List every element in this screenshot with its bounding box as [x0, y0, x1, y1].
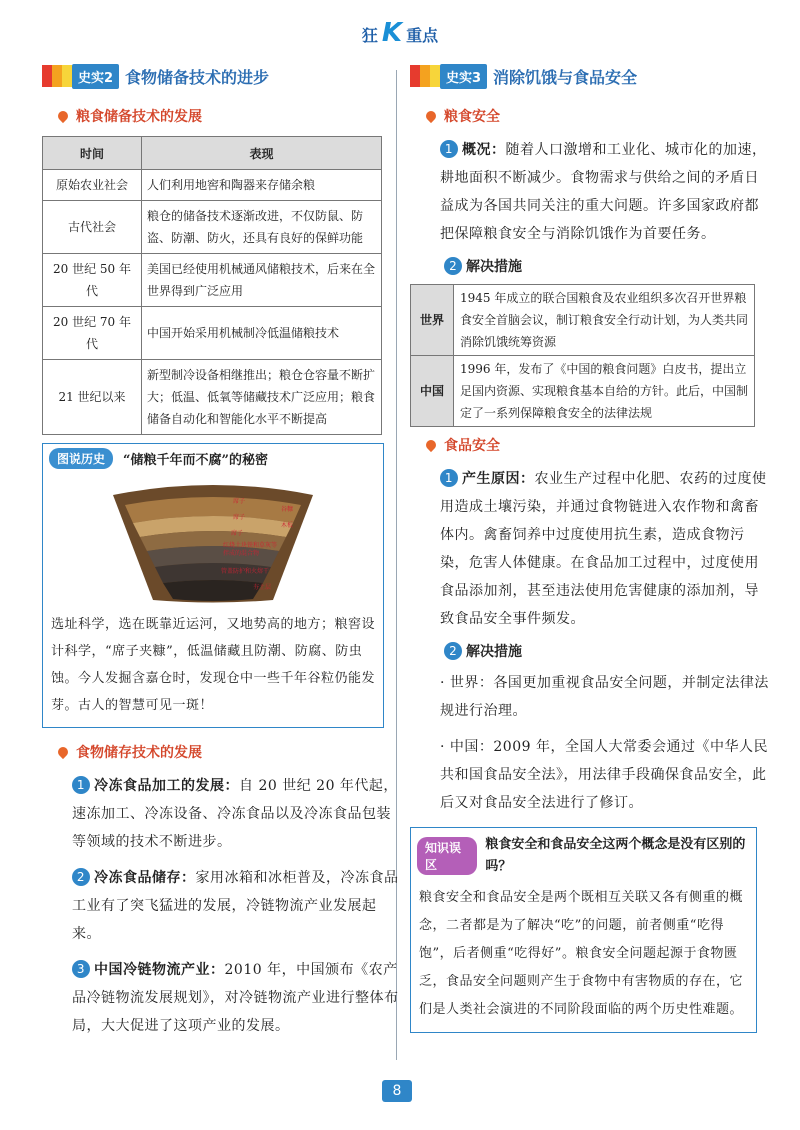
subheading	[58, 742, 402, 762]
picture-box-header	[43, 444, 383, 473]
table-row	[43, 307, 382, 360]
diagram-label: 木板	[281, 522, 294, 529]
diagram-label: 席子	[233, 498, 246, 505]
section-badge: 史实2	[72, 64, 119, 89]
misconception-badge: 知识误区	[417, 837, 477, 875]
page-number: 8	[382, 1080, 412, 1102]
header-k-logo: K	[381, 18, 403, 48]
diagram-label: 红烧土块铁和草灰等	[223, 542, 278, 549]
overview-paragraph	[410, 136, 770, 248]
diagram-label: 管盖防护和火熔干	[221, 568, 270, 575]
table-cell: 21 世纪以来	[43, 360, 142, 435]
subheading-text: 食品安全	[444, 438, 500, 454]
picture-history-box	[42, 443, 384, 728]
bullet-china: · 中国：2009 年，全国人大常委会通过《中华人民共和国食品安全法》，用法律手段确保食品安全，此后又对食品安全法进行了修订。	[440, 739, 768, 811]
table-cell: 新型制冷设备相继推出；粮仓仓容量不断扩大；低温、低氧等储藏技术广泛应用；粮食储备自动化和智能化水平不断提高	[142, 360, 382, 435]
leaf-icon	[424, 438, 438, 452]
section-heading: 食物储备技术的进步	[125, 67, 270, 87]
item-heading: 冷冻食品加工的发展：	[94, 778, 239, 794]
diagram-label: 夯土层	[253, 584, 272, 591]
table-cell: 人们利用地窖和陶器来存储余粮	[142, 170, 382, 201]
measures-heading	[444, 641, 770, 661]
item-heading: 概况：	[462, 142, 506, 158]
table-cell: 中国	[411, 356, 454, 427]
table-cell: 20 世纪 70 年代	[43, 307, 142, 360]
table-header-row	[43, 137, 382, 170]
subheading-text: 粮食储备技术的发展	[76, 109, 202, 125]
number-badge: 2	[444, 257, 462, 275]
diagram-label: 席子	[231, 530, 244, 537]
cause-paragraph	[410, 465, 770, 633]
table-cell: 中国开始采用机械制冷低温储粮技术	[142, 307, 382, 360]
table-cell: 1996 年，发布了《中国的粮食问题》白皮书，提出立足国内资源、实现粮食基本自给的方针。此后，中国制定了一系列保障粮食安全的法律法规	[454, 356, 755, 427]
subheading-text: 食物储存技术的发展	[76, 745, 202, 761]
table-cell: 粮仓的储备技术逐渐改进，不仅防鼠、防盗、防潮、防火，还具有良好的保鲜功能	[142, 201, 382, 254]
number-badge: 2	[72, 868, 90, 886]
leaf-icon	[56, 109, 70, 123]
diagram-label: 谷糠	[281, 506, 294, 513]
table-row	[43, 201, 382, 254]
subheading	[426, 106, 770, 126]
bullet-world: · 世界：各国更加重视食品安全问题，并制定法律法规进行治理。	[440, 675, 769, 719]
picture-badge: 图说历史	[49, 448, 113, 469]
number-badge: 1	[440, 469, 458, 487]
number-badge: 2	[444, 642, 462, 660]
table-row	[43, 360, 382, 435]
item-text: 农业生产过程中化肥、农药的过度使用造成土壤污染，并通过食物链进入农作物和禽畜体内。禽畜饲养中过度使用抗生素，造成食物污染，危害人体健康。在食品加工过程中，过度使用食品添加剂，甚至违法使用危害健康的添加剂，导致食品安全事件频发。	[440, 471, 767, 627]
left-column	[42, 62, 402, 1048]
number-badge: 1	[440, 140, 458, 158]
item-text: 家用冰箱和冰柜普及，冷冻食品工业有了突飞猛进的发展，冷链物流产业发展起来。	[72, 870, 399, 942]
item-heading: 中国冷链物流产业：	[94, 962, 225, 978]
misconception-box	[410, 827, 757, 1033]
subheading	[58, 106, 402, 126]
picture-description: 选址科学，选在既靠近运河，又地势高的地方；粮窖设计科学，“席子夹糠”，低温储藏且防潮、防腐、防虫蚀。今人发掘含嘉仓时，发现仓中一些千年谷粒仍能发芽。古人的智慧可见一斑！	[51, 617, 376, 713]
section-badge: 史实3	[440, 64, 487, 89]
table-row	[411, 356, 755, 427]
misconception-question: 粮食安全和食品安全这两个概念是没有区别的吗？	[485, 837, 746, 874]
item-heading: 冷冻食品储存：	[94, 870, 196, 886]
table-cell: 20 世纪 50 年代	[43, 254, 142, 307]
number-badge: 1	[72, 776, 90, 794]
item-text: 2010 年，中国颁布《农产品冷链物流发展规划》，对冷链物流产业进行整体布局，大大促进了这项产业的发展。	[72, 962, 399, 1034]
misconception-answer: 粮食安全和食品安全是两个既相互关联又各有侧重的概念，二者都是为了解决“吃”的问题，前者侧重“吃得饱”，后者侧重“吃得好”。粮食安全问题起源于食物匮乏，食品安全问题则产生于食物中有害物质的存在，它们是人类社会演进的不同阶段面临的两个历史性难题。	[419, 890, 744, 1017]
item-heading: 解决措施	[466, 644, 522, 660]
table-cell: 古代社会	[43, 201, 142, 254]
list-item	[42, 956, 402, 1040]
item-heading: 解决措施	[466, 259, 522, 275]
table-row	[43, 170, 382, 201]
table-header-cell: 时间	[43, 137, 142, 170]
leaf-icon	[56, 745, 70, 759]
measures-heading	[444, 256, 770, 276]
subheading	[426, 435, 770, 455]
section-title-right	[410, 62, 770, 90]
table-row	[411, 285, 755, 356]
diagram-label: 席子	[233, 514, 246, 521]
page-header	[0, 18, 800, 48]
section-heading: 消除饥饿与食品安全	[493, 67, 638, 87]
table-cell: 1945 年成立的联合国粮食及农业组织多次召开世界粮食安全首脑会议，制订粮食安全行动计划，为人类共同消除饥饿统筹资源	[454, 285, 755, 356]
leaf-icon	[424, 109, 438, 123]
table-row	[43, 254, 382, 307]
grain-security-table	[410, 284, 755, 427]
item-text: 随着人口激增和工业化、城市化的加速，耕地面积不断减少。食物需求与供给之间的矛盾日益成为各国共同关注的重大问题。许多国家政府都把保障粮食安全与消除饥饿作为首要任务。	[440, 142, 767, 242]
grain-storage-table	[42, 136, 382, 435]
number-badge: 3	[72, 960, 90, 978]
table-header-cell: 表现	[142, 137, 382, 170]
subheading-text: 粮食安全	[444, 109, 500, 125]
table-cell: 美国已经使用机械通风储粮技术，后来在全世界得到广泛应用	[142, 254, 382, 307]
header-left: 狂	[361, 26, 378, 45]
misconception-header	[411, 828, 756, 880]
item-heading: 产生原因：	[462, 471, 535, 487]
section-title-left	[42, 62, 402, 90]
item-text: 自 20 世纪 20 年代起，速冻加工、冷冻设备、冷冻食品以及冷冻食品包装等领域的技术不断进步。	[72, 778, 398, 850]
list-item	[42, 864, 402, 948]
granary-cross-section-illustration	[103, 475, 323, 605]
table-cell: 世界	[411, 285, 454, 356]
right-column	[410, 62, 770, 1033]
picture-title: “储粮千年而不腐”的秘密	[123, 453, 268, 468]
diagram-label: 拌成的混合物	[223, 550, 260, 557]
section-bar-icon	[42, 65, 72, 87]
list-item	[42, 772, 402, 856]
section-bar-icon	[410, 65, 440, 87]
table-cell: 原始农业社会	[43, 170, 142, 201]
header-right: 重点	[406, 26, 439, 45]
